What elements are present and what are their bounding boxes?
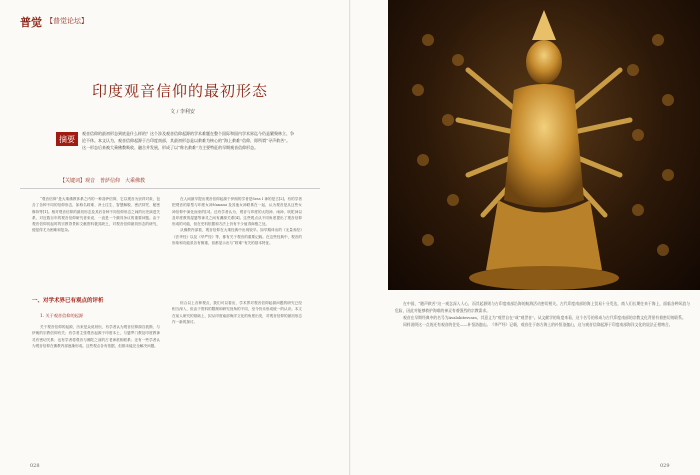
- statue-photo: [388, 0, 700, 290]
- avalokitesvara-statue-image: [388, 0, 700, 290]
- paragraph: 在中国，“随声救苦”这一观念深入人心，而其起源则与古印度南部沿海的航海活动密切相关。古代印度南部的海上贸易十分发达，商人们长期往来于海上，面临各种风浪与危险，因此对能够救护海难的神灵有着强烈的宗教需求。: [395, 301, 690, 313]
- paragraph: “观音信仰”是大乘佛教体系之内的一种菩萨信仰，它以观音为崇拜对象，包含了各种不同的信仰形态，如称名救难、净土往生、智慧解脱、密法持咒、秘密修持等[1]。相对观音信仰的最初形态及其后各种不同信仰形态之间的历史演进关系，对近数百年的观音信仰研究者来说，一直是一个颇具争议的重要问题。由于观音信仰初起时的宗教背景和文献资料极其缺乏，对观音信仰最初形态的研究，便显得尤为困难和复杂。: [32, 197, 160, 233]
- page-number-right: 029: [660, 463, 670, 469]
- section-label: 【普觉论坛】: [46, 17, 88, 25]
- magazine-logo: 普觉: [20, 16, 42, 29]
- body-column-left: [32, 196, 160, 234]
- subsection-heading: 1. 关于观音信仰的起源: [40, 313, 84, 318]
- keywords: 【关键词】观音 普萨信仰 大乘佛教: [60, 178, 146, 184]
- divider: [20, 188, 320, 189]
- abstract-text: 观音信仰的最初形态到底是什么样的？这个涉及观音信仰起源的学术难题在整个国际和国内学术界迄今仍是繁聚林立、争论不休。本文认为，观音信仰起源于古印度南部，其最初形态是以救难为核心的“海上救难”信仰，即所谓“寻声救苦”。这一形态后来被大乘佛教吸收、融合并发展，形成了以“称名救难”为主要特征的早期观音信仰形态。: [82, 131, 294, 150]
- page-gutter: [349, 0, 351, 475]
- paragraph: 关于观音信仰的起源，历来是众说纷纭，有学者认为观音信仰源自波斯，与伊朗的宗教信仰有关；有学者主张观音起源于印度本土，与婆罗门教及印度教神灵有密切关系；也有学者将观音与佛陀之前的古老神祇相联系；还有一些学者认为观音信仰在佛教内部逐渐形成。这些观点各有依据，但都未能完全解决问题。: [32, 325, 160, 348]
- paragraph: 观音在早期经典中的名号为Avalokitesvara，其意义为“观世自在”或“观世音”。从文献学的角度来看，这个名号的形成与古代印度南部的宗教文化背景有着密切的联系。: [403, 315, 686, 320]
- page-number-left: 028: [30, 463, 40, 469]
- body-column-middle-2: [172, 300, 302, 325]
- paragraph: 综合以上各种观点，我们可以看出，学术界对观音信仰起源问题的研究已经相当深入，但由于资料的限制和研究视角的不同，至今仍未形成统一的认识。本文在前人研究的基础上，拟从印度南部海洋文化的角度出发，对观音信仰的最初形态作一新的探讨。: [172, 301, 302, 324]
- paragraph: 从佛教内部看，观音信仰在大乘经典中出现较早。如早期译出的《无量寿经》《法华经》以及《华严经》等，都有关于观音的重要记载。在这些经典中，观音的形象和功能虽各有侧重，但都显示出与“救难”有关的基本特征。: [172, 228, 302, 246]
- article-title: 印度观音信仰的最初形态: [92, 82, 269, 100]
- paragraph: 同样说明这一点的还有观音的住处——补怛洛迦山。《华严经》记载，观音住于南方海上的补怛洛迦山，这与观音信仰起源于印度南部海洋文化的说法正相吻合。: [403, 322, 673, 327]
- body-column-middle: [172, 196, 302, 246]
- section-heading: 一、对学术界已有观点的评析: [32, 298, 104, 304]
- paragraph: 在人间最早提出观音信仰起源于伊朗的学者是Sess I 神的是古[2]。有的学者把观音的原型与印度女神Nanami 及其他女神联系在一起，认为观音是从这些女神信仰中演化而来的[3]。还有学者认为，观音与印度的太阳神、雨神、吠陀神以及印度教的湿婆等神灵之间有渊源关系[4]。这些观点从不同角度提出了观音信仰形成的可能，但在史料依据和方法上仍有不少值得商榷之处。: [172, 197, 302, 227]
- body-column-right: [395, 300, 690, 328]
- abstract-label: 摘要: [56, 132, 78, 146]
- body-column-left-2: [32, 324, 160, 349]
- article-author: 文 / 李利安: [170, 109, 195, 115]
